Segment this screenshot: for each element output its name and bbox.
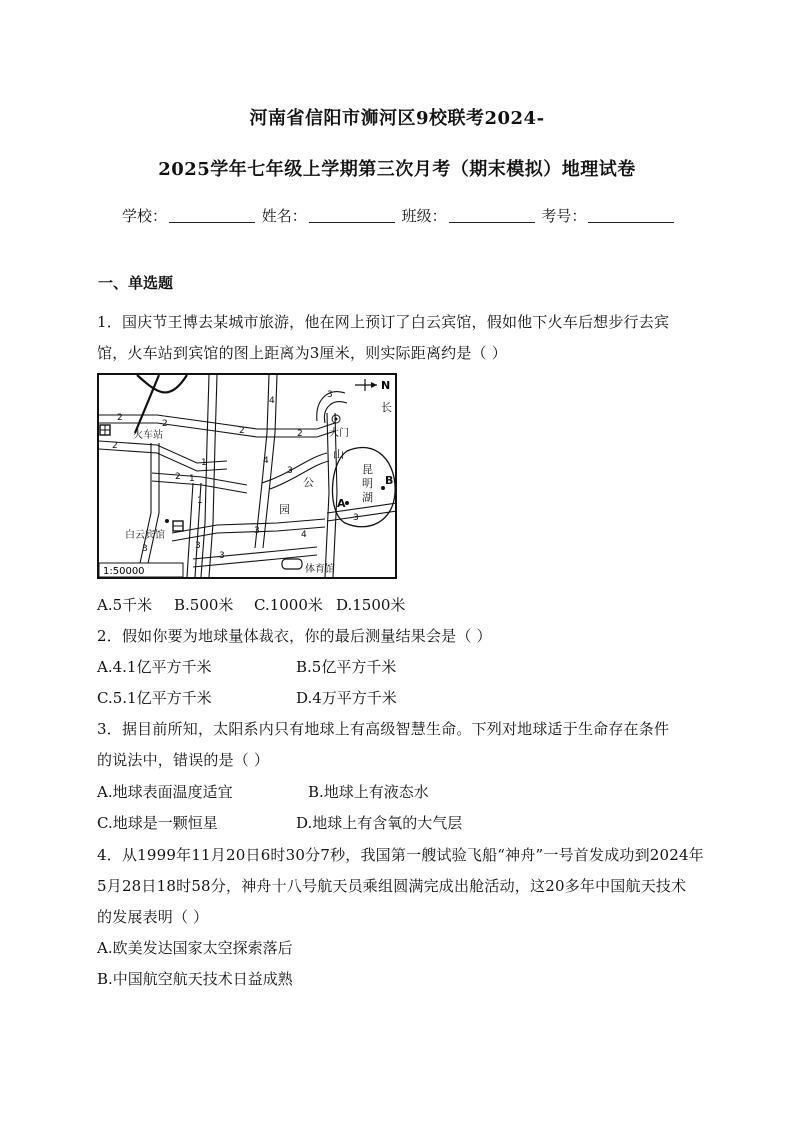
road-number: 2 [239,426,245,436]
class-blank[interactable] [449,208,535,223]
road-number: 3 [287,466,293,476]
school-label: 学校： [122,207,168,225]
question-4-line-3: 的发展表明（ ） [97,908,209,926]
q1-option-b[interactable]: B.500米 [174,596,234,614]
point-a-label: A [337,497,346,510]
point-a-dot [345,501,349,505]
page-title-line-1: 河南省信阳市浉河区9校联考2024- [249,108,545,129]
hotel-dot [165,519,169,523]
road-number: 3 [254,526,260,536]
question-4-line-1: 4．从1999年11月20日6时30分7秒，我国第一艘试验飞船“神舟”一号首发成功到2024年 [97,846,704,864]
question-1-line-2: 馆，火车站到宾馆的图上距离为3厘米，则实际距离约是（ ） [97,344,507,362]
gym-label: 体育馆 [305,564,335,575]
hotel-label: 白云宾馆 [125,530,165,541]
road-number: 3 [219,551,225,561]
number-label: 考号： [541,207,587,225]
gong-label: 公 [303,476,314,489]
road-number: 3 [327,390,333,400]
scale-text: 1:50000 [103,566,145,577]
q3-option-a[interactable]: A.地球表面温度适宜 [97,783,233,801]
point-b-label: B [385,474,394,487]
gate-label: 大门 [329,428,349,439]
kun-label: 昆 [362,463,373,476]
q1-option-d[interactable]: D.1500米 [336,596,406,614]
road-number: 2 [175,472,181,482]
name-label: 姓名： [261,207,307,225]
q2-option-a[interactable]: A.4.1亿平方千米 [97,658,212,676]
road-number: 2 [297,429,303,439]
q4-option-a[interactable]: A.欧美发达国家太空探索落后 [97,939,293,957]
road-number: 2 [117,413,123,423]
chang-label: 长 [381,401,392,414]
q2-option-b[interactable]: B.5亿平方千米 [296,658,397,676]
number-blank[interactable] [588,208,674,223]
q4-option-b[interactable]: B.中国航空航天技术日益成熟 [97,970,293,988]
class-label: 班级： [401,207,447,225]
q3-option-c[interactable]: C.地球是一颗恒星 [97,814,218,832]
shan-label: 山 [333,448,344,461]
q3-option-d[interactable]: D.地球上有含氧的大气层 [296,814,463,832]
road-number: 4 [301,530,307,540]
road-number: 1 [189,474,195,484]
road-number: 1 [197,496,203,506]
road-number: 3 [353,513,359,523]
q1-option-a[interactable]: A.5千米 [97,596,153,614]
north-label: N [381,379,391,392]
road-number: 2 [162,419,168,429]
road-number: 3 [195,541,201,551]
q1-option-c[interactable]: C.1000米 [254,596,323,614]
hu-label: 湖 [362,491,373,504]
q2-option-c[interactable]: C.5.1亿平方千米 [97,689,212,707]
yuan-label: 园 [279,503,290,516]
railway-station-label: 火车站 [133,430,163,441]
road-number: 4 [263,456,269,466]
q2-option-d[interactable]: D.4万平方千米 [296,689,397,707]
section-heading: 一、单选题 [98,274,174,292]
page-title-line-2: 2025学年七年级上学期第三次月考（期末模拟）地理试卷 [158,159,636,180]
school-blank[interactable] [169,208,255,223]
road-number: 4 [269,396,275,406]
question-3-line-2: 的说法中，错误的是（ ） [97,751,270,769]
question-3-line-1: 3．据目前所知，太阳系内只有地球上有高级智慧生命。下列对地球适于生命存在条件 [97,720,670,738]
road-number: 3 [142,544,148,554]
name-blank[interactable] [309,208,395,223]
city-map-figure [97,373,397,579]
road-number: 1 [201,458,207,468]
q3-option-b[interactable]: B.地球上有液态水 [308,783,429,801]
question-2-line-1: 2．假如你要为地球量体裁衣，你的最后测量结果会是（ ） [97,627,492,645]
road-number: 2 [112,441,118,451]
student-info-row [122,205,676,226]
question-4-line-2: 5月28日18时58分，神舟十八号航天员乘组圆满完成出舱活动，这20多年中国航天技术 [97,877,687,895]
ming-label: 明 [362,477,373,490]
question-1-line-1: 1．国庆节王博去某城市旅游，他在网上预订了白云宾馆，假如他下火车后想步行去宾 [97,313,670,331]
